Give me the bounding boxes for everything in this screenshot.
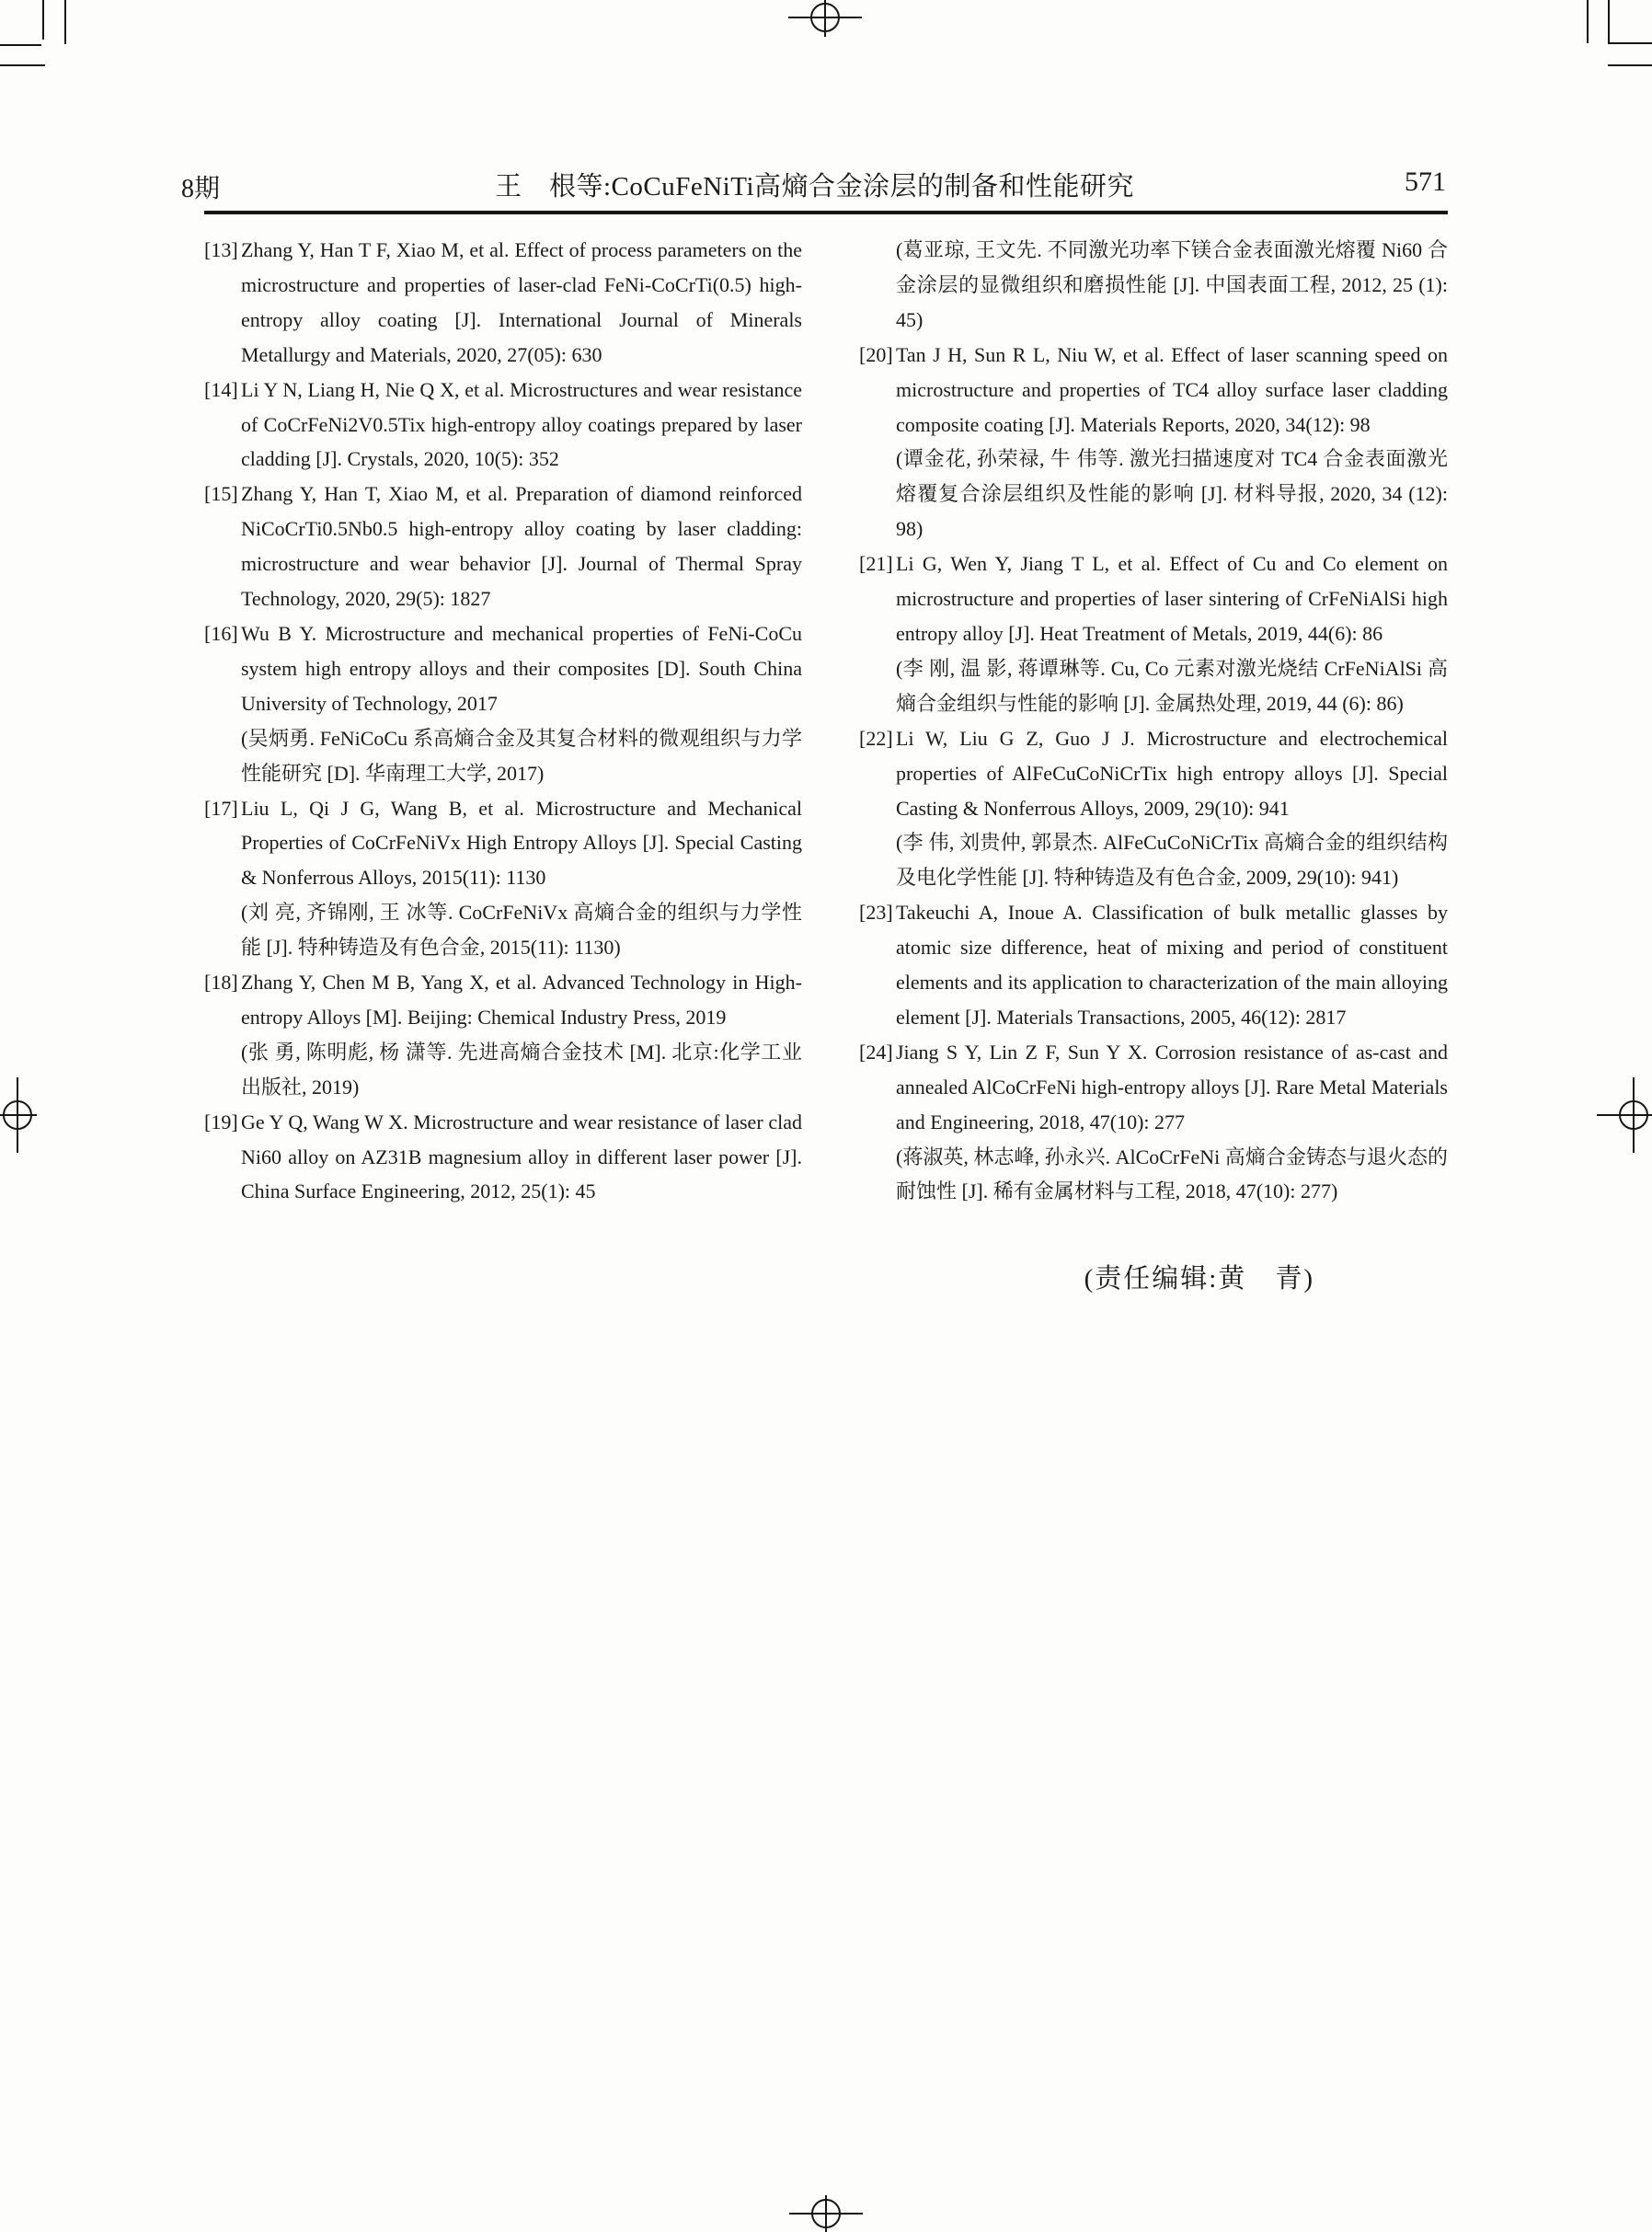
reference-item (204, 233, 802, 373)
reference-item (859, 895, 1448, 1035)
reference-text-chinese: (葛亚琼, 王文先. 不同激光功率下镁合金表面激光熔覆 Ni60 合金涂层的显微组织和磨损性能 [J]. 中国表面工程, 2012, 25 (1): 45) (896, 238, 1448, 331)
reference-text-english: Ge Y Q, Wang W X. Microstructure and wear resistance of laser clad Ni60 alloy on AZ31B magnesium alloy in different laser power [J]. China Surface Engineering, 2012, 25(1): 45 (241, 1110, 802, 1203)
reference-text-english: Wu B Y. Microstructure and mechanical properties of FeNi-CoCu system high entropy alloys and their composites [D]. South China University of Technology, 2017 (241, 621, 802, 715)
reference-item (204, 616, 802, 791)
reference-item-continuation (859, 233, 1448, 338)
reference-number: [14] (204, 377, 238, 401)
reference-column-left (204, 233, 802, 1209)
reference-number: [18] (204, 971, 238, 995)
reference-item (859, 721, 1448, 896)
reference-number: [22] (859, 726, 893, 750)
crop-line (64, 0, 66, 44)
crop-line (0, 44, 41, 46)
reference-text-english: Li G, Wen Y, Jiang T L, et al. Effect of Cu and Co element on microstructure and properties of laser sintering of CrFeNiAlSi high entropy alloy [J]. Heat Treatment of Metals, 2019, 44(6): 86 (896, 552, 1448, 645)
reference-item (204, 965, 802, 1105)
reference-text-english: Li Y N, Liang H, Nie Q X, et al. Microstructures and wear resistance of CoCrFeNi2V0.5Tix high-entropy alloy coatings prepared by laser cladding [J]. Crystals, 2020, 10(5): 352 (241, 377, 802, 471)
reference-number: [24] (859, 1040, 893, 1064)
reference-text-english: Tan J H, Sun R L, Niu W, et al. Effect of laser scanning speed on microstructure and properties of TC4 alloy surface laser cladding composite coating [J]. Materials Reports, 2020, 34(12): 98 (896, 342, 1448, 436)
registration-line (0, 1114, 37, 1116)
reference-text-chinese: (蒋淑英, 林志峰, 孙永兴. AlCoCrFeNi 高熵合金铸态与退火态的耐蚀性 [J]. 稀有金属材料与工程, 2018, 47(10): 277) (896, 1145, 1448, 1203)
crop-line (0, 64, 45, 66)
reference-text-chinese: (谭金花, 孙荣禄, 牛 伟等. 激光扫描速度对 TC4 合金表面激光熔覆复合涂层组织及性能的影响 [J]. 材料导报, 2020, 34 (12): 98) (896, 447, 1448, 541)
page-number: 571 (1405, 167, 1446, 197)
reference-item (204, 1105, 802, 1210)
reference-column-right (859, 233, 1448, 1297)
reference-text-english: Takeuchi A, Inoue A. Classification of bulk metallic glasses by atomic size difference, heat of mixing and period of constituent elements and its application to characterization of the main alloying element [J]. Materials Transactions, 2005, 46(12): 2817 (896, 901, 1448, 1029)
reference-number: [20] (859, 342, 893, 366)
reference-item (859, 338, 1448, 546)
reference-item (204, 791, 802, 966)
registration-line (1633, 1077, 1635, 1153)
reference-item (204, 373, 802, 477)
reference-item (204, 477, 802, 616)
reference-number: [17] (204, 796, 238, 820)
page-header (181, 166, 1448, 201)
registration-line (17, 1077, 18, 1153)
reference-text-english: Li W, Liu G Z, Guo J J. Microstructure and electrochemical properties of AlFeCuCoNiCrTix high entropy alloys [J]. Special Casting & Nonferrous Alloys, 2009, 29(10): 941 (896, 726, 1448, 820)
reference-text-chinese: (李 刚, 温 影, 蒋谭琳等. Cu, Co 元素对激光烧结 CrFeNiAlSi 高熵合金组织与性能的影响 [J]. 金属热处理, 2019, 44 (6): 86) (896, 656, 1448, 715)
issue-label: 8期 (181, 175, 221, 203)
running-title: 王 根等:CoCuFeNiTi高熵合金涂层的制备和性能研究 (495, 172, 1134, 201)
reference-text-chinese: (刘 亮, 齐锦刚, 王 冰等. CoCrFeNiVx 高熵合金的组织与力学性能 [J]. 特种铸造及有色合金, 2015(11): 1130) (241, 901, 802, 960)
crop-line (1587, 0, 1589, 43)
crop-line (42, 0, 44, 40)
registration-line (824, 0, 826, 37)
registration-line (1597, 1114, 1652, 1116)
reference-text-english: Zhang Y, Chen M B, Yang X, et al. Advanced Technology in High-entropy Alloys [M]. Beijing: Chemical Industry Press, 2019 (241, 971, 802, 1029)
reference-number: [13] (204, 238, 238, 261)
reference-text-english: Jiang S Y, Lin Z F, Sun Y X. Corrosion resistance of as-cast and annealed AlCoCrFeNi high-entropy alloys [J]. Rare Metal Materials and Engineering, 2018, 47(10): 277 (896, 1040, 1448, 1133)
reference-item (859, 546, 1448, 721)
registration-line (825, 2195, 827, 2232)
crop-line (1608, 0, 1610, 43)
header-rule (204, 211, 1448, 214)
reference-text-chinese: (李 伟, 刘贵仲, 郭景杰. AlFeCuCoNiCrTix 高熵合金的组织结构及电化学性能 [J]. 特种铸造及有色合金, 2009, 29(10): 941) (896, 831, 1448, 890)
reference-number: [16] (204, 621, 238, 645)
crop-line (1608, 42, 1652, 44)
editor-note: (责任编辑:黄 青) (1084, 1264, 1314, 1294)
reference-item (859, 1035, 1448, 1210)
reference-number: [19] (204, 1110, 238, 1133)
reference-number: [21] (859, 552, 893, 576)
reference-text-english: Liu L, Qi J G, Wang B, et al. Microstructure and Mechanical Properties of CoCrFeNiVx High Entropy Alloys [J]. Special Casting & Nonferrous Alloys, 2015(11): 1130 (241, 796, 802, 890)
reference-number: [23] (859, 901, 893, 925)
reference-number: [15] (204, 482, 238, 506)
reference-text-english: Zhang Y, Han T, Xiao M, et al. Preparation of diamond reinforced NiCoCrTi0.5Nb0.5 high-entropy alloy coating by laser cladding: microstructure and wear behavior [J]. Journal of Thermal Spray Technology, 2020, 29(5): 1827 (241, 482, 802, 611)
crop-line (1608, 64, 1652, 66)
reference-text-chinese: (张 勇, 陈明彪, 杨 潇等. 先进高熵合金技术 [M]. 北京:化学工业出版社, 2019) (241, 1040, 802, 1099)
reference-text-chinese: (吴炳勇. FeNiCoCu 系高熵合金及其复合材料的微观组织与力学性能研究 [D]. 华南理工大学, 2017) (241, 726, 802, 785)
reference-text-english: Zhang Y, Han T F, Xiao M, et al. Effect of process parameters on the microstructure and properties of laser-clad FeNi-CoCrTi(0.5) high-entropy alloy coating [J]. International Journal of Minerals Metallurgy and Materials, 2020, 27(05): 630 (241, 238, 802, 366)
